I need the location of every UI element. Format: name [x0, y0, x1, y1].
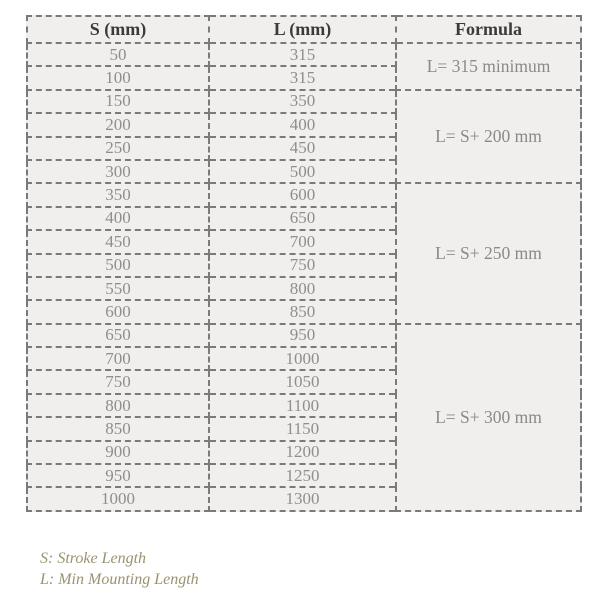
footnote-min-mounting-length: L: Min Mounting Length	[40, 571, 199, 588]
s-value-cell: 650	[27, 324, 209, 347]
footnotes	[40, 548, 199, 590]
s-value-cell: 150	[27, 90, 209, 113]
table-row	[27, 43, 581, 66]
l-value-cell: 600	[209, 183, 396, 206]
s-value-cell: 850	[27, 417, 209, 440]
column-header-formula: Formula	[396, 16, 581, 43]
formula-cell: L= 315 minimum	[396, 43, 581, 90]
s-value-cell: 950	[27, 464, 209, 487]
column-header-l-mm: L (mm)	[209, 16, 396, 43]
s-value-cell: 550	[27, 277, 209, 300]
formula-cell: L= S+ 300 mm	[396, 324, 581, 511]
formula-cell: L= S+ 250 mm	[396, 183, 581, 323]
l-value-cell: 1200	[209, 441, 396, 464]
l-value-cell: 450	[209, 137, 396, 160]
s-value-cell: 200	[27, 113, 209, 136]
l-value-cell: 1100	[209, 394, 396, 417]
l-value-cell: 315	[209, 43, 396, 66]
column-header-s-mm: S (mm)	[27, 16, 209, 43]
footnote-stroke-length: S: Stroke Length	[40, 550, 147, 567]
s-value-cell: 750	[27, 370, 209, 393]
s-value-cell: 1000	[27, 487, 209, 510]
l-value-cell: 1000	[209, 347, 396, 370]
s-value-cell: 500	[27, 254, 209, 277]
s-value-cell: 400	[27, 207, 209, 230]
table-row	[27, 183, 581, 206]
l-value-cell: 800	[209, 277, 396, 300]
table-row	[27, 324, 581, 347]
formula-cell: L= S+ 200 mm	[396, 90, 581, 184]
l-value-cell: 1050	[209, 370, 396, 393]
l-value-cell: 1300	[209, 487, 396, 510]
s-value-cell: 700	[27, 347, 209, 370]
table-row	[27, 90, 581, 113]
s-value-cell: 300	[27, 160, 209, 183]
s-value-cell: 50	[27, 43, 209, 66]
l-value-cell: 350	[209, 90, 396, 113]
l-value-cell: 650	[209, 207, 396, 230]
l-value-cell: 500	[209, 160, 396, 183]
l-value-cell: 850	[209, 300, 396, 323]
l-value-cell: 950	[209, 324, 396, 347]
s-value-cell: 250	[27, 137, 209, 160]
table-header-row	[27, 16, 581, 43]
table-body	[27, 43, 581, 511]
s-value-cell: 600	[27, 300, 209, 323]
s-value-cell: 100	[27, 66, 209, 89]
s-value-cell: 350	[27, 183, 209, 206]
l-value-cell: 315	[209, 66, 396, 89]
l-value-cell: 750	[209, 254, 396, 277]
l-value-cell: 400	[209, 113, 396, 136]
s-value-cell: 450	[27, 230, 209, 253]
l-value-cell: 1250	[209, 464, 396, 487]
l-value-cell: 1150	[209, 417, 396, 440]
stroke-mounting-length-table	[26, 15, 582, 512]
s-value-cell: 800	[27, 394, 209, 417]
s-value-cell: 900	[27, 441, 209, 464]
l-value-cell: 700	[209, 230, 396, 253]
